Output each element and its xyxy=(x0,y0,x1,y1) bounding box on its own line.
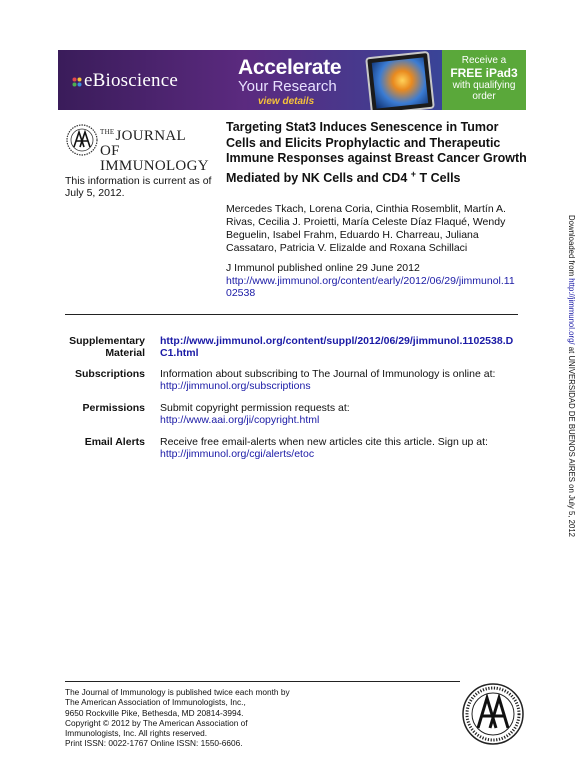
row-label: Supplementary Material xyxy=(69,335,145,359)
row-value xyxy=(160,335,520,359)
footer-line: The American Association of Immunologists, Inc., xyxy=(65,697,246,708)
title-superscript: + xyxy=(410,168,417,179)
banner-view-details-link[interactable]: view details xyxy=(258,96,315,107)
banner-brand: eBioscience xyxy=(84,70,178,91)
banner-subheadline: Your Research xyxy=(238,78,337,95)
aai-emblem-icon xyxy=(66,124,98,156)
row-text: Receive free email-alerts when new articles cite this article. Sign up at: xyxy=(160,436,488,448)
currency-note: This information is current as of July 5, 2012. xyxy=(65,175,212,199)
publication-info xyxy=(226,262,518,300)
article-authors: Mercedes Tkach, Lorena Coria, Cinthia Rosemblit, Martín A. Rivas, Cecilia J. Proietti, María Celeste Díaz Flaqué, Wendy Beguelin, Isabel Frahm, Eduardo H. Charreau, Juliana Cassataro, Patricia V. Elizalde and Roxana Schillaci xyxy=(226,203,506,254)
offer-line-1: Receive a xyxy=(461,55,507,66)
row-value xyxy=(160,368,520,392)
row-text: Information about subscribing to The Journal of Immunology is online at: xyxy=(160,368,496,380)
ebioscience-banner[interactable] xyxy=(58,50,526,110)
journal-logo-line1: JOURNAL OF xyxy=(100,128,186,159)
divider xyxy=(65,314,518,315)
journal-logo-text xyxy=(100,125,209,174)
ipad-screen xyxy=(372,57,429,108)
pub-line: J Immunol published online 29 June 2012 xyxy=(226,262,420,274)
footer-line: The Journal of Immunology is published twice each month by xyxy=(65,687,290,697)
footer-line: Copyright © 2012 by The American Association of xyxy=(65,717,248,728)
offer-line-2: FREE iPad3 xyxy=(450,66,518,80)
supplementary-material-link[interactable]: http://www.jimmunol.org/content/suppl/2012/06/29/jimmunol.1102538.DC1.html xyxy=(160,335,514,359)
offer-line-3: with qualifying xyxy=(452,80,516,91)
aai-seal-icon xyxy=(462,683,524,745)
offer-line-4: order xyxy=(472,91,496,102)
download-suffix: at UNIVERSIDAD DE BUENOS AIRES on July 5, 2012 xyxy=(567,344,576,537)
footer-line: Immunologists, Inc. All rights reserved. xyxy=(65,728,208,739)
row-label: Subscriptions xyxy=(74,368,145,380)
banner-offer[interactable] xyxy=(442,50,526,110)
banner-headline: Accelerate xyxy=(238,56,342,79)
row-label: Permissions xyxy=(82,402,145,414)
email-alerts-link[interactable]: http://jimmunol.org/cgi/alerts/etoc xyxy=(160,448,315,460)
ebioscience-dots-icon xyxy=(72,77,82,87)
download-prefix: Downloaded from xyxy=(567,215,576,279)
row-text: Submit copyright permission requests at: xyxy=(160,402,350,414)
article-url-link[interactable]: http://www.jimmunol.org/content/early/2012/06/29/jimmunol.1102538 xyxy=(226,274,515,299)
footer-line: Print ISSN: 0022-1767 Online ISSN: 1550-6606. xyxy=(65,738,243,749)
footer-line: 9650 Rockville Pike, Bethesda, MD 20814-3994. xyxy=(65,707,244,718)
journal-logo-line2: IMMUNOLOGY xyxy=(100,158,209,174)
download-source-link[interactable]: http://jimmunol.org/ xyxy=(567,278,576,345)
article-title xyxy=(226,120,531,186)
publisher-footer xyxy=(65,687,365,749)
permissions-link[interactable]: http://www.aai.org/ji/copyright.html xyxy=(160,414,320,426)
ebioscience-logo xyxy=(72,70,178,92)
row-value xyxy=(160,402,520,426)
journal-logo xyxy=(66,122,209,174)
row-value xyxy=(160,436,520,460)
title-main: Targeting Stat3 Induces Senescence in Tumor Cells and Elicits Prophylactic and Therapeutic Immune Responses against Breast Cancer Growth Mediated by NK Cells and CD4 xyxy=(226,120,527,185)
subscriptions-link[interactable]: http://jimmunol.org/subscriptions xyxy=(160,380,311,392)
journal-logo-the: THE xyxy=(100,128,115,136)
ipad-image xyxy=(365,51,435,110)
download-notice xyxy=(565,215,577,595)
footer-divider xyxy=(65,681,460,682)
row-label: Email Alerts xyxy=(84,436,145,448)
title-end: T Cells xyxy=(416,170,461,185)
